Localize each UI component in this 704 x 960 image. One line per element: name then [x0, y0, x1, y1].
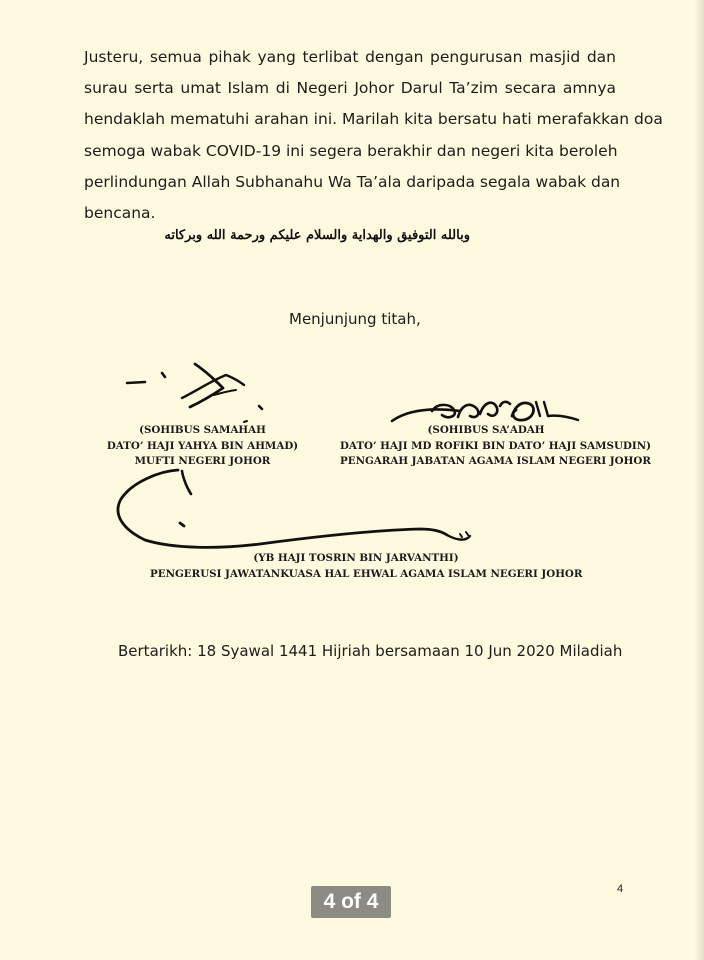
document-date: Bertarikh: 18 Syawal 1441 Hijriah bersamaan 10 Jun 2020 Miladiah	[118, 642, 623, 660]
signatory-position: MUFTI NEGERI JOHOR	[134, 455, 271, 467]
body-line: surau serta umat Islam di Negeri Johor Darul Ta’zim secara amnya	[84, 79, 616, 98]
body-line: perlindungan Allah Subhanahu Wa Ta’ala daripada segala wabak dan	[84, 172, 621, 191]
signatory-name: DATO’ HAJI YAHYA BIN AHMAD)	[106, 439, 299, 452]
signatory-title: (SOHIBUS SAMAHAH	[139, 424, 266, 436]
body-line: Justeru, semua pihak yang terlibat dengan pengurusan masjid dan	[84, 48, 616, 66]
body-line: semoga wabak COVID-19 ini segera berakhir dan negeri kita beroleh	[84, 141, 618, 160]
closing-phrase: Menjunjung titah,	[289, 310, 421, 328]
signatory-pengarah	[340, 423, 651, 470]
signatory-position: PENGARAH JABATAN AGAMA ISLAM NEGERI JOHOR	[340, 455, 651, 467]
signatory-position: PENGERUSI JAWATANKUASA HAL EHWAL AGAMA ISLAM NEGERI JOHOR	[150, 567, 583, 580]
page-edge-shadow	[694, 0, 704, 960]
signature-left	[127, 364, 262, 422]
signatory-name: (YB HAJI TOSRIN BIN JARVANTHI)	[253, 552, 459, 564]
body-line: hendaklah mematuhi arahan ini. Marilah kita bersatu hati merafakkan doa	[84, 110, 663, 129]
signature-right	[392, 402, 578, 421]
signature-bottom	[118, 470, 470, 547]
body-paragraph	[84, 42, 663, 229]
body-line: bencana.	[84, 204, 156, 223]
signatory-title: (SOHIBUS SA’ADAH	[427, 424, 545, 436]
page-number: 4	[617, 883, 624, 895]
signatory-name: DATO’ HAJI MD ROFIKI BIN DATO’ HAJI SAMSUDIN)	[340, 439, 651, 452]
page-indicator-badge: 4 of 4	[311, 886, 391, 918]
arabic-closing-salutation: وبالله التوفيق والهداية والسلام عليكم ورحمة الله وبركاته	[164, 228, 470, 243]
signatory-mufti	[100, 423, 305, 470]
signatory-pengerusi	[150, 551, 583, 582]
